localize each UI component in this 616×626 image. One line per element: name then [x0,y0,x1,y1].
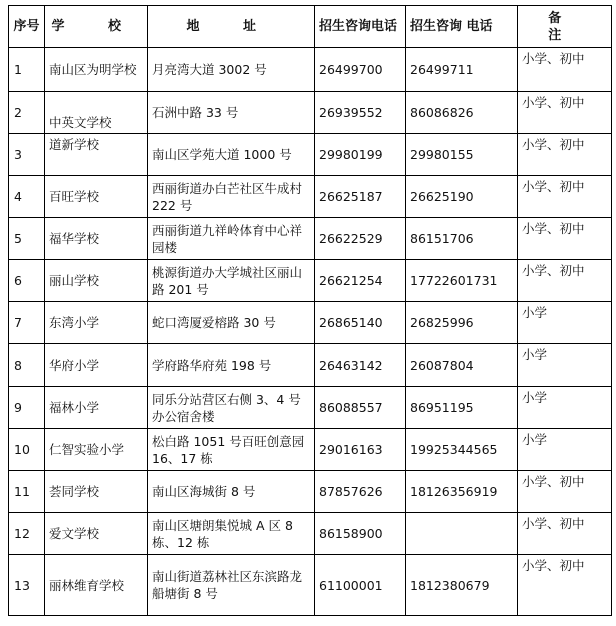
cell-school: 福林小学 [45,387,148,429]
cell-tel-1: 26463142 [315,344,406,387]
cell-no: 10 [9,429,45,471]
table-row [9,387,612,429]
cell-address: 南山区塘朗集悦城 A 区 8 栋、12 栋 [148,513,315,555]
cell-no: 11 [9,471,45,513]
cell-address: 松白路 1051 号百旺创意园 16、17 栋 [148,429,315,471]
cell-school: 南山区为明学校 [45,48,148,92]
cell-no: 7 [9,302,45,344]
cell-address: 同乐分站营区右侧 3、4 号办公宿舍楼 [148,387,315,429]
cell-note: 小学、初中 [518,92,612,134]
cell-note: 小学 [518,344,612,387]
cell-address: 南山街道荔林社区东滨路龙船塘街 8 号 [148,555,315,616]
cell-tel-2: 26087804 [406,344,518,387]
cell-no: 8 [9,344,45,387]
table-row [9,344,612,387]
cell-tel-1: 86088557 [315,387,406,429]
cell-school: 荟同学校 [45,471,148,513]
cell-school: 仁智实验小学 [45,429,148,471]
table-row [9,92,612,134]
cell-note: 小学、初中 [518,555,612,616]
cell-tel-2 [406,513,518,555]
table-row [9,260,612,302]
school-table [8,5,612,616]
table-row [9,48,612,92]
cell-address: 石洲中路 33 号 [148,92,315,134]
cell-address: 南山区学苑大道 1000 号 [148,134,315,176]
cell-tel-1: 26621254 [315,260,406,302]
cell-note: 小学 [518,387,612,429]
cell-tel-1: 26939552 [315,92,406,134]
cell-tel-2: 17722601731 [406,260,518,302]
cell-no: 3 [9,134,45,176]
table-row [9,218,612,260]
cell-note: 小学、初中 [518,48,612,92]
cell-tel-2: 26625190 [406,176,518,218]
cell-school: 丽山学校 [45,260,148,302]
cell-note: 小学、初中 [518,260,612,302]
header-school: 学 校 [45,6,148,48]
header-tel-2: 招生咨询 电话 [406,6,518,48]
cell-school: 中英文学校 [45,92,148,134]
cell-tel-1: 26865140 [315,302,406,344]
cell-tel-1: 86158900 [315,513,406,555]
cell-no: 12 [9,513,45,555]
cell-tel-2: 19925344565 [406,429,518,471]
cell-tel-2: 29980155 [406,134,518,176]
cell-note: 小学 [518,429,612,471]
cell-note: 小学、初中 [518,134,612,176]
cell-tel-2: 1812380679 [406,555,518,616]
cell-tel-2: 86086826 [406,92,518,134]
cell-tel-1: 26622529 [315,218,406,260]
cell-no: 9 [9,387,45,429]
cell-address: 学府路华府苑 198 号 [148,344,315,387]
table-row [9,471,612,513]
header-address: 地 址 [148,6,315,48]
cell-note: 小学、初中 [518,218,612,260]
header-no: 序号 [9,6,45,48]
cell-tel-1: 87857626 [315,471,406,513]
cell-address: 月亮湾大道 3002 号 [148,48,315,92]
cell-school: 丽林维育学校 [45,555,148,616]
cell-tel-1: 29016163 [315,429,406,471]
cell-no: 6 [9,260,45,302]
header-row [9,6,612,48]
cell-tel-2: 86151706 [406,218,518,260]
cell-no: 13 [9,555,45,616]
table-row [9,134,612,176]
table-row [9,176,612,218]
cell-tel-2: 26825996 [406,302,518,344]
cell-address: 南山区海城街 8 号 [148,471,315,513]
cell-no: 4 [9,176,45,218]
cell-tel-2: 26499711 [406,48,518,92]
cell-tel-2: 86951195 [406,387,518,429]
cell-address: 西丽街道办白芒社区牛成村 222 号 [148,176,315,218]
cell-school: 东湾小学 [45,302,148,344]
table-row [9,513,612,555]
cell-tel-1: 26625187 [315,176,406,218]
cell-no: 2 [9,92,45,134]
cell-note: 小学、初中 [518,513,612,555]
cell-note: 小学、初中 [518,471,612,513]
cell-no: 5 [9,218,45,260]
cell-tel-1: 29980199 [315,134,406,176]
cell-school: 道新学校 [45,134,148,176]
cell-note: 小学、初中 [518,176,612,218]
cell-school: 福华学校 [45,218,148,260]
table-row [9,429,612,471]
cell-tel-2: 18126356919 [406,471,518,513]
cell-note: 小学 [518,302,612,344]
cell-tel-1: 26499700 [315,48,406,92]
cell-address: 蛇口湾厦爱榕路 30 号 [148,302,315,344]
cell-address: 西丽街道九祥岭体育中心祥园楼 [148,218,315,260]
header-tel-1: 招生咨询电话 [315,6,406,48]
header-note: 备 注 [518,6,612,48]
cell-tel-1: 61100001 [315,555,406,616]
cell-no: 1 [9,48,45,92]
cell-school: 百旺学校 [45,176,148,218]
cell-school: 爱文学校 [45,513,148,555]
table-row [9,555,612,616]
cell-school: 华府小学 [45,344,148,387]
table-row [9,302,612,344]
cell-address: 桃源街道办大学城社区丽山路 201 号 [148,260,315,302]
